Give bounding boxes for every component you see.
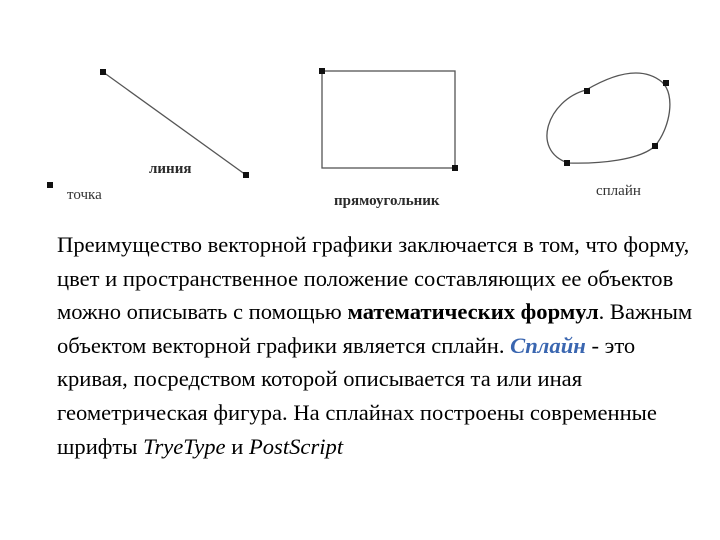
spline-control-marker-3 — [652, 143, 658, 149]
line-shape — [103, 72, 246, 175]
point-marker — [47, 182, 53, 188]
spline-curve — [547, 73, 670, 163]
spline-control-marker-1 — [584, 88, 590, 94]
rectangle-shape — [322, 71, 455, 168]
paragraph-part-2: . Важным объектом векторной графики является сплайн. — [57, 299, 693, 358]
math-formulas-term: математических формул — [347, 299, 599, 325]
paragraph-part-3: - это кривая, посредством которой описывается та или иная геометрическая фигура. На сплайнах построены современные шрифты — [57, 332, 657, 459]
line-start-marker — [100, 69, 106, 75]
rectangle-label: прямоугольник — [334, 193, 440, 209]
spline-term: Сплайн — [510, 332, 586, 358]
description-paragraph — [57, 228, 707, 463]
paragraph-and: и — [225, 433, 249, 459]
font-name-truetype: TryeType — [143, 433, 226, 459]
point-label: точка — [67, 187, 102, 203]
rectangle-corner-marker-bottom-right — [452, 165, 458, 171]
spline-control-marker-4 — [564, 160, 570, 166]
rectangle-corner-marker-top-left — [319, 68, 325, 74]
paragraph-part-1: Преимущество векторной графики заключается в том, что форму, цвет и пространственное положение составляющих ее объектов можно описывать с помощью — [57, 232, 690, 325]
spline-control-marker-2 — [663, 80, 669, 86]
line-end-marker — [243, 172, 249, 178]
font-name-postscript: PostScript — [248, 433, 344, 459]
line-label: линия — [149, 161, 192, 177]
spline-label: сплайн — [596, 183, 641, 199]
